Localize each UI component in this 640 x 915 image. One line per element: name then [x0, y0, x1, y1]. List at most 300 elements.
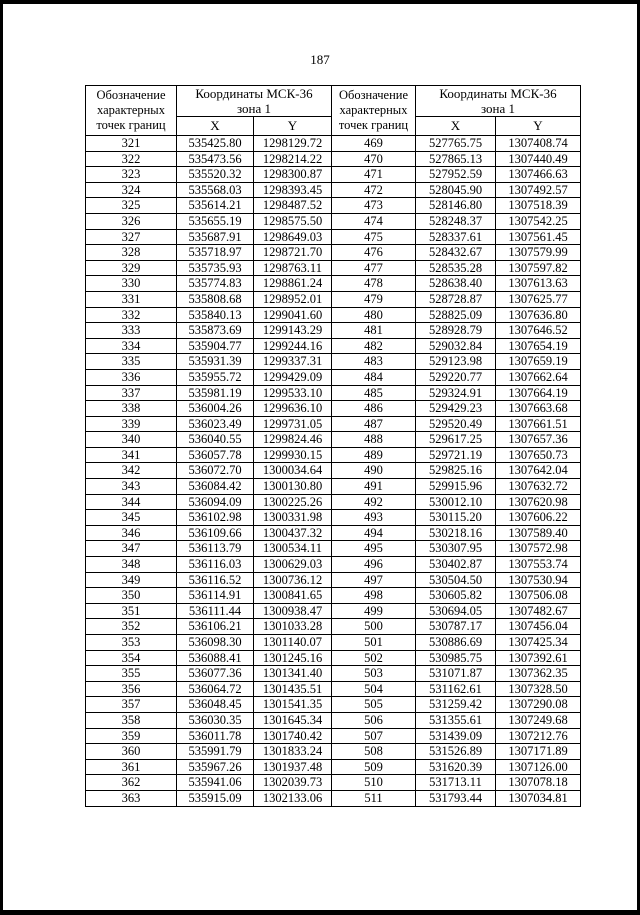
table-row: [86, 245, 581, 261]
point-id-left: 327: [86, 229, 177, 245]
table-row: [86, 276, 581, 292]
table-row: [86, 307, 581, 323]
y-coord-right: 1307362.35: [496, 666, 581, 682]
point-id-right: 490: [332, 463, 416, 479]
x-coord-left: 535991.79: [177, 744, 254, 760]
point-label-line2: характерных: [339, 103, 408, 117]
x-coord-left: 536072.70: [177, 463, 254, 479]
point-id-right: 479: [332, 291, 416, 307]
y-coord-right: 1307249.68: [496, 712, 581, 728]
x-coord-left: 535915.09: [177, 790, 254, 806]
point-id-right: 486: [332, 401, 416, 417]
x-coord-right: 527765.75: [416, 136, 496, 152]
point-id-left: 354: [86, 650, 177, 666]
point-id-left: 329: [86, 260, 177, 276]
y-coord-right: 1307606.22: [496, 510, 581, 526]
point-id-left: 339: [86, 416, 177, 432]
x-coord-left: 536109.66: [177, 525, 254, 541]
x-coord-left: 535655.19: [177, 213, 254, 229]
y-coord-left: 1299429.09: [254, 369, 332, 385]
y-coord-right: 1307034.81: [496, 790, 581, 806]
x-coord-left: 536048.45: [177, 697, 254, 713]
point-id-left: 352: [86, 619, 177, 635]
point-id-right: 502: [332, 650, 416, 666]
y-coord-left: 1302133.06: [254, 790, 332, 806]
scan-edge-left: [0, 0, 3, 915]
y-coord-right: 1307662.64: [496, 369, 581, 385]
point-id-left: 346: [86, 525, 177, 541]
y-coord-right: 1307171.89: [496, 744, 581, 760]
point-label-header-left: [86, 86, 177, 136]
point-id-left: 322: [86, 151, 177, 167]
table-row: [86, 557, 581, 573]
table-row: [86, 432, 581, 448]
x-coord-left: 535955.72: [177, 369, 254, 385]
point-id-left: 349: [86, 572, 177, 588]
point-id-right: 501: [332, 635, 416, 651]
scan-edge-bottom: [0, 910, 640, 915]
x-coord-left: 535520.32: [177, 167, 254, 183]
table-row: [86, 728, 581, 744]
table-row: [86, 416, 581, 432]
x-coord-left: 535840.13: [177, 307, 254, 323]
table-row: [86, 182, 581, 198]
point-label-line3: точек границ: [96, 118, 166, 132]
y-coord-right: 1307650.73: [496, 447, 581, 463]
y-coord-left: 1298300.87: [254, 167, 332, 183]
coord-label-line2: зона 1: [236, 101, 272, 116]
point-id-left: 341: [86, 447, 177, 463]
y-coord-right: 1307659.19: [496, 354, 581, 370]
y-coord-left: 1298952.01: [254, 291, 332, 307]
point-id-right: 485: [332, 385, 416, 401]
point-id-right: 510: [332, 775, 416, 791]
point-id-right: 507: [332, 728, 416, 744]
x-coord-right: 529721.19: [416, 447, 496, 463]
y-coord-right: 1307625.77: [496, 291, 581, 307]
table-row: [86, 697, 581, 713]
x-coord-right: 531355.61: [416, 712, 496, 728]
x-coord-right: 528728.87: [416, 291, 496, 307]
y-coord-left: 1299824.46: [254, 432, 332, 448]
x-coord-left: 535873.69: [177, 323, 254, 339]
table-row: [86, 603, 581, 619]
y-coord-right: 1307542.25: [496, 213, 581, 229]
table-row: [86, 401, 581, 417]
table-row: [86, 338, 581, 354]
x-coord-left: 536088.41: [177, 650, 254, 666]
y-coord-right: 1307506.08: [496, 588, 581, 604]
y-coord-left: 1298487.52: [254, 198, 332, 214]
y-coord-right: 1307408.74: [496, 136, 581, 152]
point-id-left: 356: [86, 681, 177, 697]
point-id-left: 328: [86, 245, 177, 261]
x-coord-left: 535687.91: [177, 229, 254, 245]
coord-header-left: [177, 86, 332, 117]
y-coord-right: 1307212.76: [496, 728, 581, 744]
x-coord-right: 531713.11: [416, 775, 496, 791]
y-coord-left: 1301435.51: [254, 681, 332, 697]
y-coord-left: 1300437.32: [254, 525, 332, 541]
point-id-left: 340: [86, 432, 177, 448]
y-coord-left: 1301033.28: [254, 619, 332, 635]
point-id-right: 500: [332, 619, 416, 635]
y-coord-left: 1298214.22: [254, 151, 332, 167]
y-coord-left: 1300034.64: [254, 463, 332, 479]
table-row: [86, 385, 581, 401]
point-id-right: 482: [332, 338, 416, 354]
y-coord-left: 1299337.31: [254, 354, 332, 370]
point-id-left: 343: [86, 479, 177, 495]
x-coord-right: 531793.44: [416, 790, 496, 806]
y-coord-left: 1299143.29: [254, 323, 332, 339]
x-coord-left: 536057.78: [177, 447, 254, 463]
page-number: 187: [310, 52, 330, 67]
x-coord-right: 530307.95: [416, 541, 496, 557]
point-id-left: 323: [86, 167, 177, 183]
point-id-right: 506: [332, 712, 416, 728]
table-row: [86, 198, 581, 214]
table-row: [86, 229, 581, 245]
x-coord-right: 528928.79: [416, 323, 496, 339]
point-id-right: 504: [332, 681, 416, 697]
point-id-right: 497: [332, 572, 416, 588]
y-coord-right: 1307425.34: [496, 635, 581, 651]
table-row: [86, 572, 581, 588]
coord-label-line1: Координаты МСК-36: [195, 86, 313, 101]
x-coord-right: 530886.69: [416, 635, 496, 651]
x-coord-right: 529032.84: [416, 338, 496, 354]
y-coord-right: 1307561.45: [496, 229, 581, 245]
x-coord-left: 535473.56: [177, 151, 254, 167]
point-id-left: 350: [86, 588, 177, 604]
point-id-right: 472: [332, 182, 416, 198]
x-coord-left: 535904.77: [177, 338, 254, 354]
x-coord-right: 529220.77: [416, 369, 496, 385]
x-coord-left: 536084.42: [177, 479, 254, 495]
table-row: [86, 323, 581, 339]
y-coord-left: 1301341.40: [254, 666, 332, 682]
y-coord-left: 1300841.65: [254, 588, 332, 604]
point-id-left: 338: [86, 401, 177, 417]
x-coord-right: 530985.75: [416, 650, 496, 666]
point-id-right: 489: [332, 447, 416, 463]
table-row: [86, 775, 581, 791]
y-coord-left: 1300225.26: [254, 494, 332, 510]
point-id-right: 494: [332, 525, 416, 541]
y-coord-left: 1300629.03: [254, 557, 332, 573]
point-label-header-right: [332, 86, 416, 136]
point-id-right: 493: [332, 510, 416, 526]
x-coord-left: 536106.21: [177, 619, 254, 635]
x-coord-right: 529123.98: [416, 354, 496, 370]
x-coord-right: 531526.89: [416, 744, 496, 760]
table-row: [86, 494, 581, 510]
table-row: [86, 588, 581, 604]
point-id-right: 511: [332, 790, 416, 806]
x-coord-left: 536040.55: [177, 432, 254, 448]
y-coord-left: 1299930.15: [254, 447, 332, 463]
table-row: [86, 525, 581, 541]
point-id-right: 476: [332, 245, 416, 261]
table-row: [86, 291, 581, 307]
y-coord-right: 1307646.52: [496, 323, 581, 339]
point-id-right: 508: [332, 744, 416, 760]
x-coord-right: 531259.42: [416, 697, 496, 713]
point-id-left: 326: [86, 213, 177, 229]
point-id-left: 324: [86, 182, 177, 198]
y-coord-left: 1300736.12: [254, 572, 332, 588]
y-coord-left: 1301541.35: [254, 697, 332, 713]
x-coord-right: 527865.13: [416, 151, 496, 167]
point-id-right: 469: [332, 136, 416, 152]
point-id-left: 344: [86, 494, 177, 510]
point-id-left: 351: [86, 603, 177, 619]
y-coord-right: 1307572.98: [496, 541, 581, 557]
y-coord-left: 1301645.34: [254, 712, 332, 728]
x-coord-left: 536111.44: [177, 603, 254, 619]
point-id-right: 480: [332, 307, 416, 323]
table-row: [86, 136, 581, 152]
x-coord-right: 528248.37: [416, 213, 496, 229]
table-row: [86, 354, 581, 370]
x-coord-left: 535425.80: [177, 136, 254, 152]
x-coord-left: 536094.09: [177, 494, 254, 510]
point-id-right: 478: [332, 276, 416, 292]
y-coord-right: 1307597.82: [496, 260, 581, 276]
x-coord-left: 536004.26: [177, 401, 254, 417]
x-coord-right: 528432.67: [416, 245, 496, 261]
x-coord-left: 536077.36: [177, 666, 254, 682]
y-coord-right: 1307530.94: [496, 572, 581, 588]
x-coord-right: 528535.28: [416, 260, 496, 276]
point-id-right: 470: [332, 151, 416, 167]
point-id-right: 474: [332, 213, 416, 229]
table-row: [86, 167, 581, 183]
table-row: [86, 151, 581, 167]
x-coord-right: 531162.61: [416, 681, 496, 697]
x-coord-left: 536116.03: [177, 557, 254, 573]
x-coord-left: 535735.93: [177, 260, 254, 276]
point-id-right: 505: [332, 697, 416, 713]
x-coord-right: 530218.16: [416, 525, 496, 541]
x-header-right: X: [416, 117, 496, 136]
table-row: [86, 463, 581, 479]
y-coord-right: 1307492.57: [496, 182, 581, 198]
y-coord-right: 1307664.19: [496, 385, 581, 401]
coordinates-table: [85, 85, 581, 807]
point-id-left: 357: [86, 697, 177, 713]
point-id-left: 358: [86, 712, 177, 728]
x-coord-right: 530402.87: [416, 557, 496, 573]
point-label-line1: Обозначение: [338, 88, 409, 102]
point-id-right: 483: [332, 354, 416, 370]
table-row: [86, 744, 581, 760]
x-coord-left: 535931.39: [177, 354, 254, 370]
point-id-left: 353: [86, 635, 177, 651]
x-coord-left: 536098.30: [177, 635, 254, 651]
x-coord-right: 529429.23: [416, 401, 496, 417]
table-row: [86, 479, 581, 495]
y-coord-left: 1299533.10: [254, 385, 332, 401]
table-row: [86, 541, 581, 557]
x-coord-right: 530115.20: [416, 510, 496, 526]
y-coord-left: 1301245.16: [254, 650, 332, 666]
table-row: [86, 510, 581, 526]
y-coord-right: 1307482.67: [496, 603, 581, 619]
point-id-left: 359: [86, 728, 177, 744]
point-id-right: 481: [332, 323, 416, 339]
point-id-right: 488: [332, 432, 416, 448]
point-id-left: 362: [86, 775, 177, 791]
coord-label-line1: Координаты МСК-36: [439, 86, 557, 101]
point-id-left: 330: [86, 276, 177, 292]
y-coord-left: 1300130.80: [254, 479, 332, 495]
point-id-right: 475: [332, 229, 416, 245]
y-coord-left: 1299244.16: [254, 338, 332, 354]
table-row: [86, 619, 581, 635]
table-header: [86, 86, 581, 136]
y-coord-right: 1307636.80: [496, 307, 581, 323]
y-coord-right: 1307456.04: [496, 619, 581, 635]
point-id-right: 492: [332, 494, 416, 510]
y-coord-right: 1307518.39: [496, 198, 581, 214]
x-coord-right: 530504.50: [416, 572, 496, 588]
point-id-right: 477: [332, 260, 416, 276]
point-id-right: 495: [332, 541, 416, 557]
y-coord-right: 1307654.19: [496, 338, 581, 354]
point-id-left: 321: [86, 136, 177, 152]
point-id-right: 509: [332, 759, 416, 775]
x-coord-left: 536023.49: [177, 416, 254, 432]
x-coord-right: 531620.39: [416, 759, 496, 775]
y-coord-right: 1307328.50: [496, 681, 581, 697]
y-coord-left: 1302039.73: [254, 775, 332, 791]
y-coord-left: 1298393.45: [254, 182, 332, 198]
point-id-left: 361: [86, 759, 177, 775]
x-coord-right: 530605.82: [416, 588, 496, 604]
x-coord-right: 529915.96: [416, 479, 496, 495]
scan-edge-top: [0, 0, 640, 4]
x-coord-right: 528045.90: [416, 182, 496, 198]
x-coord-right: 528337.61: [416, 229, 496, 245]
coord-header-right: [416, 86, 581, 117]
y-coord-left: 1301833.24: [254, 744, 332, 760]
table-row: [86, 790, 581, 806]
x-coord-right: 529825.16: [416, 463, 496, 479]
x-coord-right: 528825.09: [416, 307, 496, 323]
table-row: [86, 213, 581, 229]
point-id-left: 345: [86, 510, 177, 526]
point-id-left: 337: [86, 385, 177, 401]
point-id-right: 496: [332, 557, 416, 573]
y-coord-left: 1299041.60: [254, 307, 332, 323]
y-coord-left: 1299636.10: [254, 401, 332, 417]
point-id-right: 487: [332, 416, 416, 432]
point-id-left: 331: [86, 291, 177, 307]
x-coord-right: 531071.87: [416, 666, 496, 682]
x-coord-left: 536064.72: [177, 681, 254, 697]
y-coord-right: 1307553.74: [496, 557, 581, 573]
y-coord-left: 1301937.48: [254, 759, 332, 775]
y-coord-right: 1307589.40: [496, 525, 581, 541]
y-coord-left: 1298721.70: [254, 245, 332, 261]
point-id-right: 471: [332, 167, 416, 183]
coord-label-line2: зона 1: [480, 101, 516, 116]
y-coord-right: 1307440.49: [496, 151, 581, 167]
x-coord-right: 529520.49: [416, 416, 496, 432]
point-id-left: 336: [86, 369, 177, 385]
x-coord-right: 528146.80: [416, 198, 496, 214]
table-row: [86, 666, 581, 682]
y-coord-left: 1298129.72: [254, 136, 332, 152]
x-coord-left: 535941.06: [177, 775, 254, 791]
point-id-left: 348: [86, 557, 177, 573]
table-body: [86, 136, 581, 807]
y-coord-left: 1301740.42: [254, 728, 332, 744]
x-coord-right: 529617.25: [416, 432, 496, 448]
y-coord-left: 1298575.50: [254, 213, 332, 229]
x-coord-left: 536011.78: [177, 728, 254, 744]
point-id-left: 325: [86, 198, 177, 214]
y-header-right: Y: [496, 117, 581, 136]
y-coord-right: 1307126.00: [496, 759, 581, 775]
x-coord-right: 528638.40: [416, 276, 496, 292]
table-row: [86, 447, 581, 463]
point-id-left: 333: [86, 323, 177, 339]
point-label-line2: характерных: [97, 103, 165, 117]
y-coord-right: 1307663.68: [496, 401, 581, 417]
point-label-line3: точек границ: [338, 118, 409, 132]
y-coord-right: 1307642.04: [496, 463, 581, 479]
y-coord-right: 1307466.63: [496, 167, 581, 183]
point-id-left: 334: [86, 338, 177, 354]
y-coord-right: 1307078.18: [496, 775, 581, 791]
table-row: [86, 759, 581, 775]
y-coord-right: 1307290.08: [496, 697, 581, 713]
point-id-right: 499: [332, 603, 416, 619]
x-coord-left: 535568.03: [177, 182, 254, 198]
y-coord-left: 1300534.11: [254, 541, 332, 557]
table-row: [86, 260, 581, 276]
y-coord-right: 1307392.61: [496, 650, 581, 666]
x-coord-left: 536102.98: [177, 510, 254, 526]
x-coord-left: 535718.97: [177, 245, 254, 261]
y-coord-right: 1307657.36: [496, 432, 581, 448]
x-header-left: X: [177, 117, 254, 136]
y-coord-right: 1307620.98: [496, 494, 581, 510]
x-coord-right: 530787.17: [416, 619, 496, 635]
y-header-left: Y: [254, 117, 332, 136]
x-coord-right: 530012.10: [416, 494, 496, 510]
y-coord-left: 1298763.11: [254, 260, 332, 276]
point-id-right: 473: [332, 198, 416, 214]
point-id-left: 332: [86, 307, 177, 323]
x-coord-left: 535967.26: [177, 759, 254, 775]
point-label-line1: Обозначение: [96, 88, 166, 102]
point-id-right: 484: [332, 369, 416, 385]
x-coord-right: 530694.05: [416, 603, 496, 619]
x-coord-left: 536116.52: [177, 572, 254, 588]
y-coord-right: 1307661.51: [496, 416, 581, 432]
x-coord-left: 535614.21: [177, 198, 254, 214]
point-id-right: 491: [332, 479, 416, 495]
x-coord-right: 527952.59: [416, 167, 496, 183]
point-id-left: 363: [86, 790, 177, 806]
x-coord-left: 536113.79: [177, 541, 254, 557]
table-row: [86, 635, 581, 651]
y-coord-left: 1300938.47: [254, 603, 332, 619]
